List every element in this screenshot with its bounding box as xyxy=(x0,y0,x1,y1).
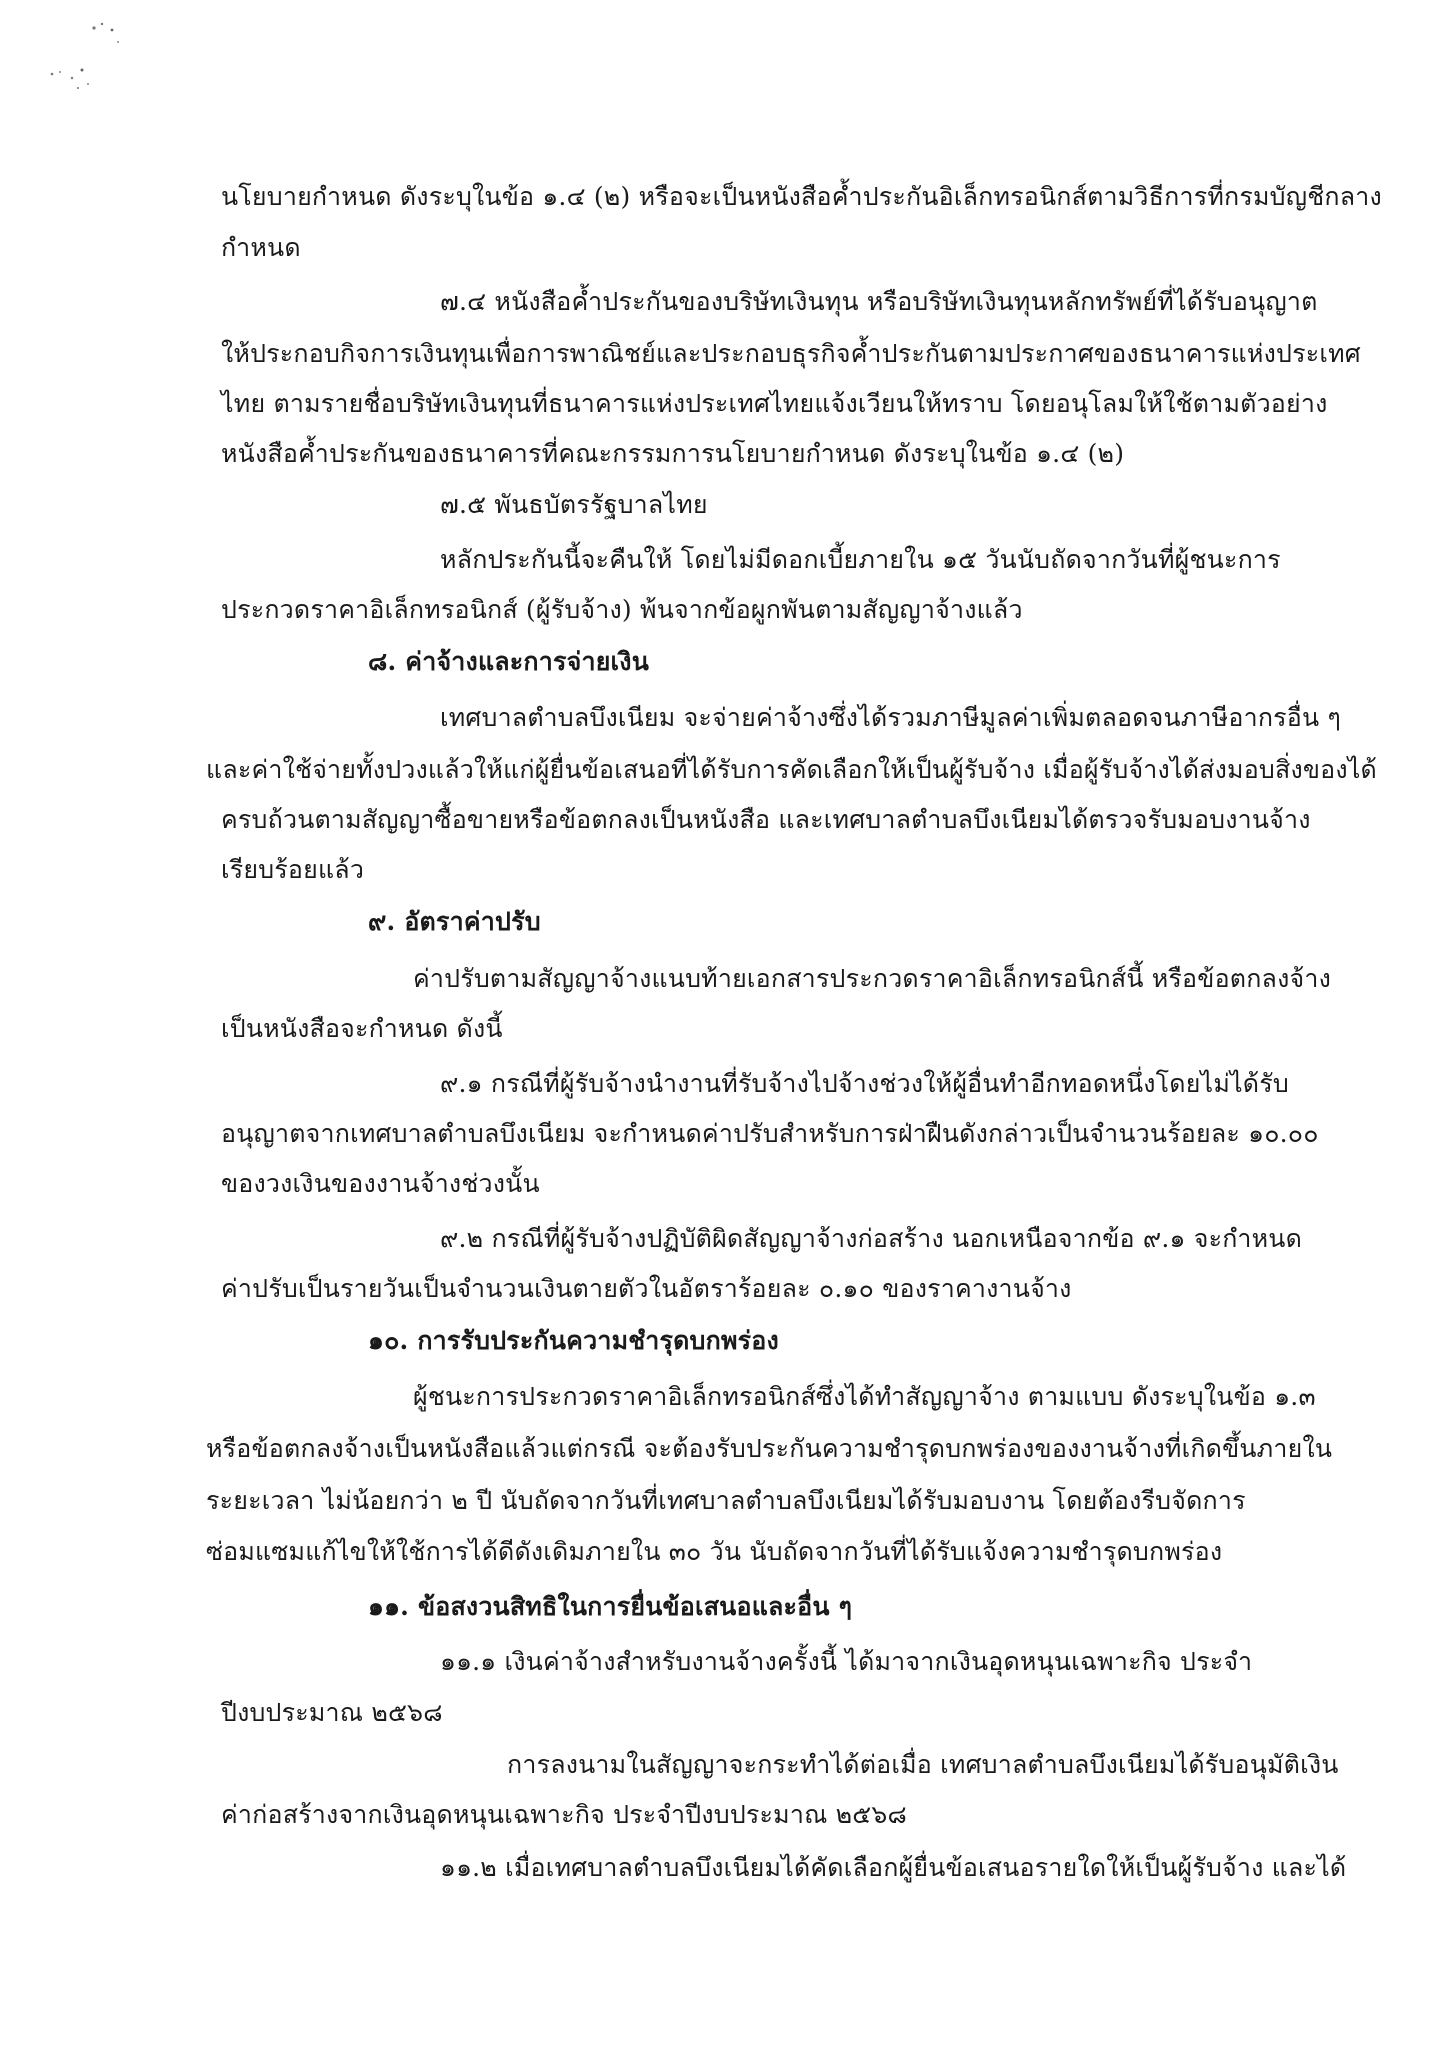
text-line: กำหนด xyxy=(221,233,301,262)
section-heading-11: ๑๑. ข้อสงวนสิทธิในการยื่นข้อเสนอและอื่น ๆ xyxy=(368,1592,853,1621)
text-line: ประกวดราคาอิเล็กทรอนิกส์ (ผู้รับจ้าง) พ้นจากข้อผูกพันตามสัญญาจ้างแล้ว xyxy=(221,595,1023,624)
section-heading-9: ๙. อัตราค่าปรับ xyxy=(368,907,541,936)
text-line: ซ่อมแซมแก้ไขให้ใช้การได้ดีดังเดิมภายใน ๓๐ วัน นับถัดจากวันที่ได้รับแจ้งความชำรุดบกพร่อง xyxy=(206,1537,1223,1566)
text-line: การลงนามในสัญญาจะกระทำได้ต่อเมื่อ เทศบาลตำบลบึงเนียมได้รับอนุมัติเงิน xyxy=(507,1750,1339,1779)
text-line: ค่าปรับตามสัญญาจ้างแนบท้ายเอกสารประกวดราคาอิเล็กทรอนิกส์นี้ หรือข้อตกลงจ้าง xyxy=(413,964,1331,993)
text-line: หรือข้อตกลงจ้างเป็นหนังสือแล้วแต่กรณี จะต้องรับประกันความชำรุดบกพร่องของงานจ้างที่เกิดขึ้นภายใน xyxy=(206,1434,1333,1463)
text-line: เป็นหนังสือจะกำหนด ดังนี้ xyxy=(221,1014,503,1043)
text-line: ไทย ตามรายชื่อบริษัทเงินทุนที่ธนาคารแห่งประเทศไทยแจ้งเวียนให้ทราบ โดยอนุโลมให้ใช้ตามตัวอย่าง xyxy=(221,389,1328,418)
section-heading-10: ๑๐. การรับประกันความชำรุดบกพร่อง xyxy=(368,1326,779,1355)
text-line: อนุญาตจากเทศบาลตำบลบึงเนียม จะกำหนดค่าปรับสำหรับการฝ่าฝืนดังกล่าวเป็นจำนวนร้อยละ ๑๐.๐๐ xyxy=(221,1119,1319,1148)
text-line: ปีงบประมาณ ๒๕๖๘ xyxy=(221,1698,443,1727)
text-line: นโยบายกำหนด ดังระบุในข้อ ๑.๔ (๒) หรือจะเป็นหนังสือค้ำประกันอิเล็กทรอนิกส์ตามวิธีการที่กรมบัญชีกลาง xyxy=(221,182,1382,211)
text-line: ผู้ชนะการประกวดราคาอิเล็กทรอนิกส์ซึ่งได้ทำสัญญาจ้าง ตามแบบ ดังระบุในข้อ ๑.๓ xyxy=(413,1382,1316,1411)
sub-item-7-4: ๗.๔ หนังสือค้ำประกันของบริษัทเงินทุน หรือบริษัทเงินทุนหลักทรัพย์ที่ได้รับอนุญาต xyxy=(440,287,1318,316)
text-line: หนังสือค้ำประกันของธนาคารที่คณะกรรมการนโยบายกำหนด ดังระบุในข้อ ๑.๔ (๒) xyxy=(221,439,1125,468)
scan-specks xyxy=(38,14,128,94)
text-line: ค่าก่อสร้างจากเงินอุดหนุนเฉพาะกิจ ประจำปีงบประมาณ ๒๕๖๘ xyxy=(221,1800,907,1829)
text-line: ของวงเงินของงานจ้างช่วงนั้น xyxy=(221,1169,540,1198)
sub-item-9-1: ๙.๑ กรณีที่ผู้รับจ้างนำงานที่รับจ้างไปจ้างช่วงให้ผู้อื่นทำอีกทอดหนึ่งโดยไม่ได้รับ xyxy=(440,1069,1289,1098)
text-line: และค่าใช้จ่ายทั้งปวงแล้วให้แก่ผู้ยื่นข้อเสนอที่ได้รับการคัดเลือกให้เป็นผู้รับจ้าง เมื่อผู้รับจ้างได้ส่งมอบสิ่งของได้ xyxy=(206,755,1377,784)
section-heading-8: ๘. ค่าจ้างและการจ่ายเงิน xyxy=(368,647,649,676)
sub-item-7-5: ๗.๕ พันธบัตรรัฐบาลไทย xyxy=(440,490,708,519)
sub-item-11-2: ๑๑.๒ เมื่อเทศบาลตำบลบึงเนียมได้คัดเลือกผู้ยื่นข้อเสนอรายใดให้เป็นผู้รับจ้าง และได้ xyxy=(440,1853,1347,1882)
text-line: ครบถ้วนตามสัญญาซื้อขายหรือข้อตกลงเป็นหนังสือ และเทศบาลตำบลบึงเนียมได้ตรวจรับมอบงานจ้าง xyxy=(221,805,1311,834)
text-line: เทศบาลตำบลบึงเนียม จะจ่ายค่าจ้างซึ่งได้รวมภาษีมูลค่าเพิ่มตลอดจนภาษีอากรอื่น ๆ xyxy=(440,703,1342,732)
text-line: ค่าปรับเป็นรายวันเป็นจำนวนเงินตายตัวในอัตราร้อยละ ๐.๑๐ ของราคางานจ้าง xyxy=(221,1274,1072,1303)
text-line: หลักประกันนี้จะคืนให้ โดยไม่มีดอกเบี้ยภายใน ๑๕ วันนับถัดจากวันที่ผู้ชนะการ xyxy=(440,545,1281,574)
sub-item-11-1: ๑๑.๑ เงินค่าจ้างสำหรับงานจ้างครั้งนี้ ได้มาจากเงินอุดหนุนเฉพาะกิจ ประจำ xyxy=(440,1647,1253,1676)
sub-item-9-2: ๙.๒ กรณีที่ผู้รับจ้างปฏิบัติผิดสัญญาจ้างก่อสร้าง นอกเหนือจากข้อ ๙.๑ จะกำหนด xyxy=(440,1224,1302,1253)
text-line: เรียบร้อยแล้ว xyxy=(221,855,365,884)
text-line: ระยะเวลา ไม่น้อยกว่า ๒ ปี นับถัดจากวันที่เทศบาลตำบลบึงเนียมได้รับมอบงาน โดยต้องรีบจัดการ xyxy=(206,1486,1246,1515)
text-line: ให้ประกอบกิจการเงินทุนเพื่อการพาณิชย์และประกอบธุรกิจค้ำประกันตามประกาศของธนาคารแห่งประเทศ xyxy=(221,339,1361,368)
